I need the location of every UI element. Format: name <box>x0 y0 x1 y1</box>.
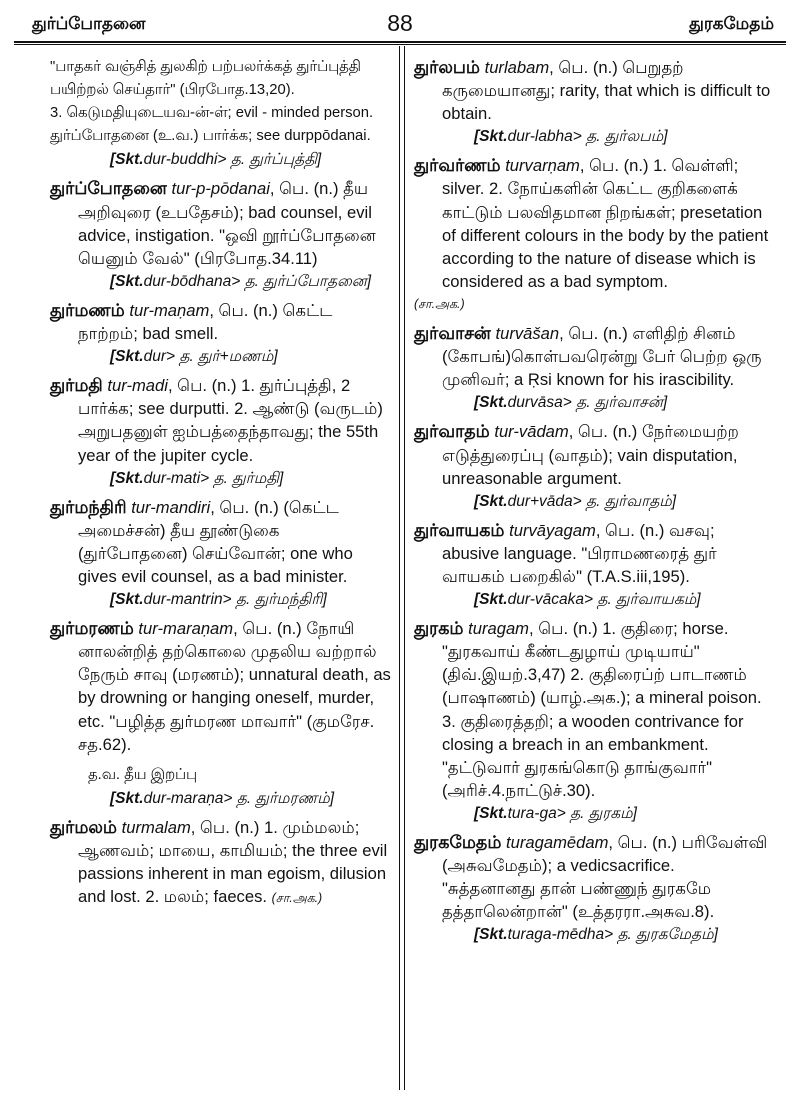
entry-text <box>414 56 772 125</box>
definition: , பெ. (n.) (கெட்ட அமைச்சன்) தீய தூண்டுகை (துர்போதனை) செய்வோன்; one who gives evil counsel, as a bad minister. <box>78 497 353 586</box>
entry-text <box>414 831 772 923</box>
headword: துரகம் <box>414 618 464 639</box>
entry-quote: "பாதகர் வஞ்சித் துலகிற் பற்பலர்க்கத் துர்ப்புத்தி பயிற்றல் செய்தார்" (பிரபோத.13,20). <box>50 59 361 99</box>
etymology-source: [Skt.dur-mati> த. துர்மதி] <box>110 469 284 487</box>
header-right-guide-word: துரகமேதம் <box>689 14 774 33</box>
dictionary-entry <box>414 519 772 611</box>
etymology-source: [Skt.durvāsa> த. துர்வாசன்] <box>474 394 668 412</box>
entry-text <box>50 177 392 269</box>
tamil-equivalent: த.வ. தீய இறப்பு <box>88 766 198 783</box>
definition: , பெ. (n.) பரிவேள்வி (அசுவமேதம்); a vedicsacrifice. "சுத்தனானது தான் பண்ணுந் துரகமே தத்தாலென்றான்" (உத்தரரா.அசுவ.8). <box>442 833 768 922</box>
dictionary-entry <box>50 374 392 489</box>
source-note: (சா.அக.) <box>414 296 465 311</box>
transliteration: tur-vādam <box>494 422 569 442</box>
headword: துர்மதி <box>50 375 103 396</box>
definition: , பெ. (n.) பெறுதற் கருமையானது; rarity, that which is difficult to obtain. <box>442 58 771 124</box>
header-rule-thin <box>14 44 786 45</box>
etymology-source: [Skt.turaga-mēdha> த. துரகமேதம்] <box>474 926 718 944</box>
headword: துர்ப்போதனை <box>50 178 167 199</box>
page-header <box>14 10 786 40</box>
entry-text <box>414 617 772 802</box>
etymology-source: [Skt.dur+vāda> த. துர்வாதம்] <box>474 492 677 510</box>
definition: , பெ. (n.) 1. துர்ப்புத்தி, 2 பார்க்க; see durputti. 2. ஆண்டு (வருடம்) அறுபதனுள் ஐம்பத்தைந்தாவது; the 55th year of the jupiter cycle. <box>78 376 383 465</box>
dictionary-entry <box>50 496 392 611</box>
definition: , பெ. (n.) நோயி னாலன்றித் தற்கொலை முதலிய வற்றால் நேரும் சாவு (மரணம்); unnatural death, as by drowning or hanging oneself, murder, etc. "பழித்த துர்மரண மாவார்" (குமரேச. சத.62). <box>78 619 391 754</box>
etymology-source: [Skt.dur-vācaka> த. துர்வாயகம்] <box>474 591 701 609</box>
entry-text <box>50 496 392 588</box>
transliteration: tur-mandiri <box>131 497 211 517</box>
column-separator <box>399 46 405 1090</box>
entry-text <box>414 420 772 489</box>
etymology-source: [Skt.dur> த. துர்+மணம்] <box>110 348 278 366</box>
dictionary-entry <box>414 831 772 946</box>
transliteration: turmalam <box>121 817 191 837</box>
entry-text <box>414 322 772 391</box>
entry-text <box>414 154 772 293</box>
etymology-source: [Skt.dur-bōdhana> த. துர்ப்போதனை] <box>110 272 372 290</box>
etymology-source: [Skt.tura-ga> த. துரகம்] <box>474 804 637 822</box>
headword: துர்வாசன் <box>414 323 491 344</box>
transliteration: turvāšan <box>495 324 560 344</box>
definition: , பெ. (n.) தீய அறிவுரை (உபதேசம்); bad counsel, evil advice, instigation. "ஒவி றூர்ப்போதனை யெனும் வேல்" (பிரபோத.34.11) <box>78 179 376 268</box>
etymology-source: [Skt.dur-buddhi> த. துர்ப்புத்தி] <box>110 151 322 169</box>
transliteration: tur-p-pōdanai <box>171 179 270 199</box>
definition: , பெ. (n.) 1. குதிரை; horse. "துரகவாய் கீண்டதுழாய் முடியாய்" (திவ்.இயற்.3,47) 2. குதிரைப்ற் பாடாணம் (பாஷாணம்) (யாழ்.அக.); a mineral poison. 3. குதிரைத்தறி; a wooden contrivance for closing a breach in an embankment. "தட்டுவார் துரகங்கொடு தாங்குவார்" (அரிச்.4.நாட்டுச்.30). <box>442 619 762 800</box>
dictionary-entry <box>414 154 772 316</box>
etymology-source: [Skt.dur-mantrin> த. துர்மந்திரி] <box>110 591 327 609</box>
dictionary-entry <box>414 322 772 414</box>
headword: துர்மணம் <box>50 299 125 320</box>
definition: , பெ. (n.) 1. மும்மலம்; ஆணவம்; மாயை, காமியம்; the three evil passions inherent in man egoism, dilusion and lost. 2. மலம்; faeces. <box>78 817 388 907</box>
transliteration: tur-maṇam <box>129 300 210 320</box>
header-left-guide-word: துர்ப்போதனை <box>32 14 146 33</box>
source-note: (சா.அக.) <box>271 891 323 906</box>
definition: , பெ. (n.) எளிதிற் சினம் (கோபங்)கொள்பவரென்று பேர் பெற்ற ஒரு முனிவர்; a Ṛsi known for his irascibility. <box>442 324 762 390</box>
headword: துர்மந்திரி <box>50 496 127 517</box>
transliteration: tur-maraṇam <box>138 619 234 639</box>
entry-text <box>50 617 392 756</box>
transliteration: turvāyagam <box>509 520 596 540</box>
etymology-source: [Skt.dur-labha> த. துர்லபம்] <box>474 128 668 146</box>
headword: துர்லபம் <box>414 57 480 77</box>
definition: , பெ. (n.) கெட்ட நாற்றம்; bad smell. <box>78 300 333 344</box>
page-number: 88 <box>387 10 413 36</box>
headword: துர்வர்ணம் <box>414 155 501 176</box>
entry-text <box>414 519 772 588</box>
dictionary-entry <box>50 299 392 368</box>
transliteration: turagamēdam <box>506 833 609 852</box>
left-column <box>50 56 392 916</box>
etymology-source: [Skt.dur-maraṇa> த. துர்மரணம்] <box>110 789 335 807</box>
transliteration: turvarṇam <box>505 156 580 176</box>
continued-entry <box>50 56 392 171</box>
headword: துர்மலம் <box>50 816 118 837</box>
headword: துர்மரணம் <box>50 618 134 639</box>
dictionary-entry <box>414 420 772 512</box>
dictionary-entry <box>50 617 392 810</box>
transliteration: tur-madi <box>107 376 168 396</box>
transliteration: turagam <box>468 619 529 639</box>
headword: துர்வாதம் <box>414 421 490 442</box>
dictionary-entry <box>414 617 772 825</box>
entry-text <box>50 299 392 345</box>
definition: , பெ. (n.) வசவு; abusive language. "பிராமணரைத் துர் வாயகம் பறைகில்" (T.A.S.iii,195). <box>442 520 717 586</box>
entry-text <box>50 374 392 466</box>
header-rule <box>14 41 786 43</box>
entry-text <box>50 816 392 910</box>
right-column <box>414 56 772 952</box>
dictionary-entry <box>50 177 392 292</box>
definition: , பெ. (n.) நேர்மையற்ற எடுத்துரைப்பு (வாதம்); vain disputation, unreasonable argument. <box>442 422 739 488</box>
definition: , பெ. (n.) 1. வெள்ளி; silver. 2. நோய்களின் கெட்ட குறிகளைக் காட்டும் பலவிதமான நிறங்கள்; presetation of different colours in the body by the patient according to the nature of disease which is considered as a bad symptom. <box>442 156 769 291</box>
transliteration: turlabam <box>484 58 550 77</box>
headword: துரகமேதம் <box>414 832 502 852</box>
entry-sense: 3. கெடுமதியுடையவ-ன்-ள்; evil - minded person. துர்ப்போதனை (உ.வ.) பார்க்க; see durppōdanai. <box>50 105 374 145</box>
headword: துர்வாயகம் <box>414 519 505 540</box>
dictionary-entry <box>50 816 392 910</box>
dictionary-entry <box>414 56 772 148</box>
